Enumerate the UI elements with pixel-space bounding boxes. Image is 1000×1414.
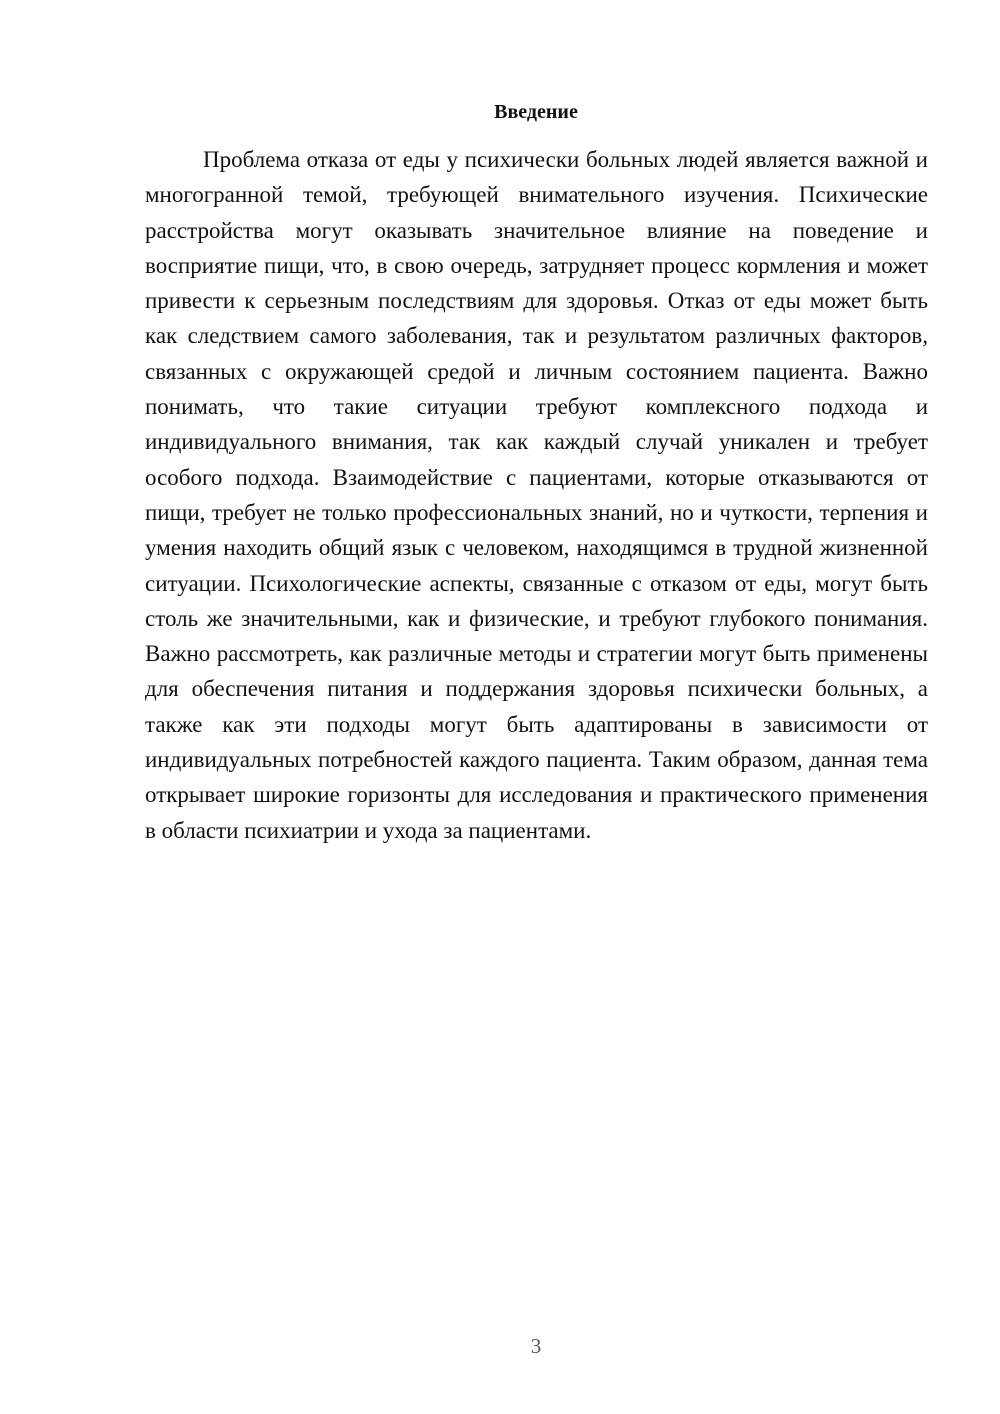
section-heading: Введение bbox=[494, 101, 578, 123]
page-number: 3 bbox=[530, 1334, 542, 1358]
body-paragraph: Проблема отказа от еды у психически больных людей является важной и многогранной темой, требующей внимательного изучения. Психические расстройства могут оказывать значительное влияние на поведение и восприятие пищи, что, в свою очередь, затрудняет процесс кормления и может привести к серьезным последствиям для здоровья. Отказ от еды может быть как следствием самого заболевания, так и результатом различных факторов, связанных с окружающей средой и личным состоянием пациента. Важно понимать, что такие ситуации требуют комплексного подхода и индивидуального внимания, так как каждый случай уникален и требует особого подхода. Взаимодействие с пациентами, которые отказываются от пищи, требует не только профессиональных знаний, но и чуткости, терпения и умения находить общий язык с человеком, находящимся в трудной жизненной ситуации. Психологические аспекты, связанные с отказом от еды, могут быть столь же значительными, как и физические, и требуют глубокого понимания. Важно рассмотреть, как различные методы и стратегии могут быть применены для обеспечения питания и поддержания здоровья психически больных, а также как эти подходы могут быть адаптированы в зависимости от индивидуальных потребностей каждого пациента. Таким образом, данная тема открывает широкие горизонты для исследования и практического применения в области психиатрии и ухода за пациентами. bbox=[145, 147, 928, 843]
